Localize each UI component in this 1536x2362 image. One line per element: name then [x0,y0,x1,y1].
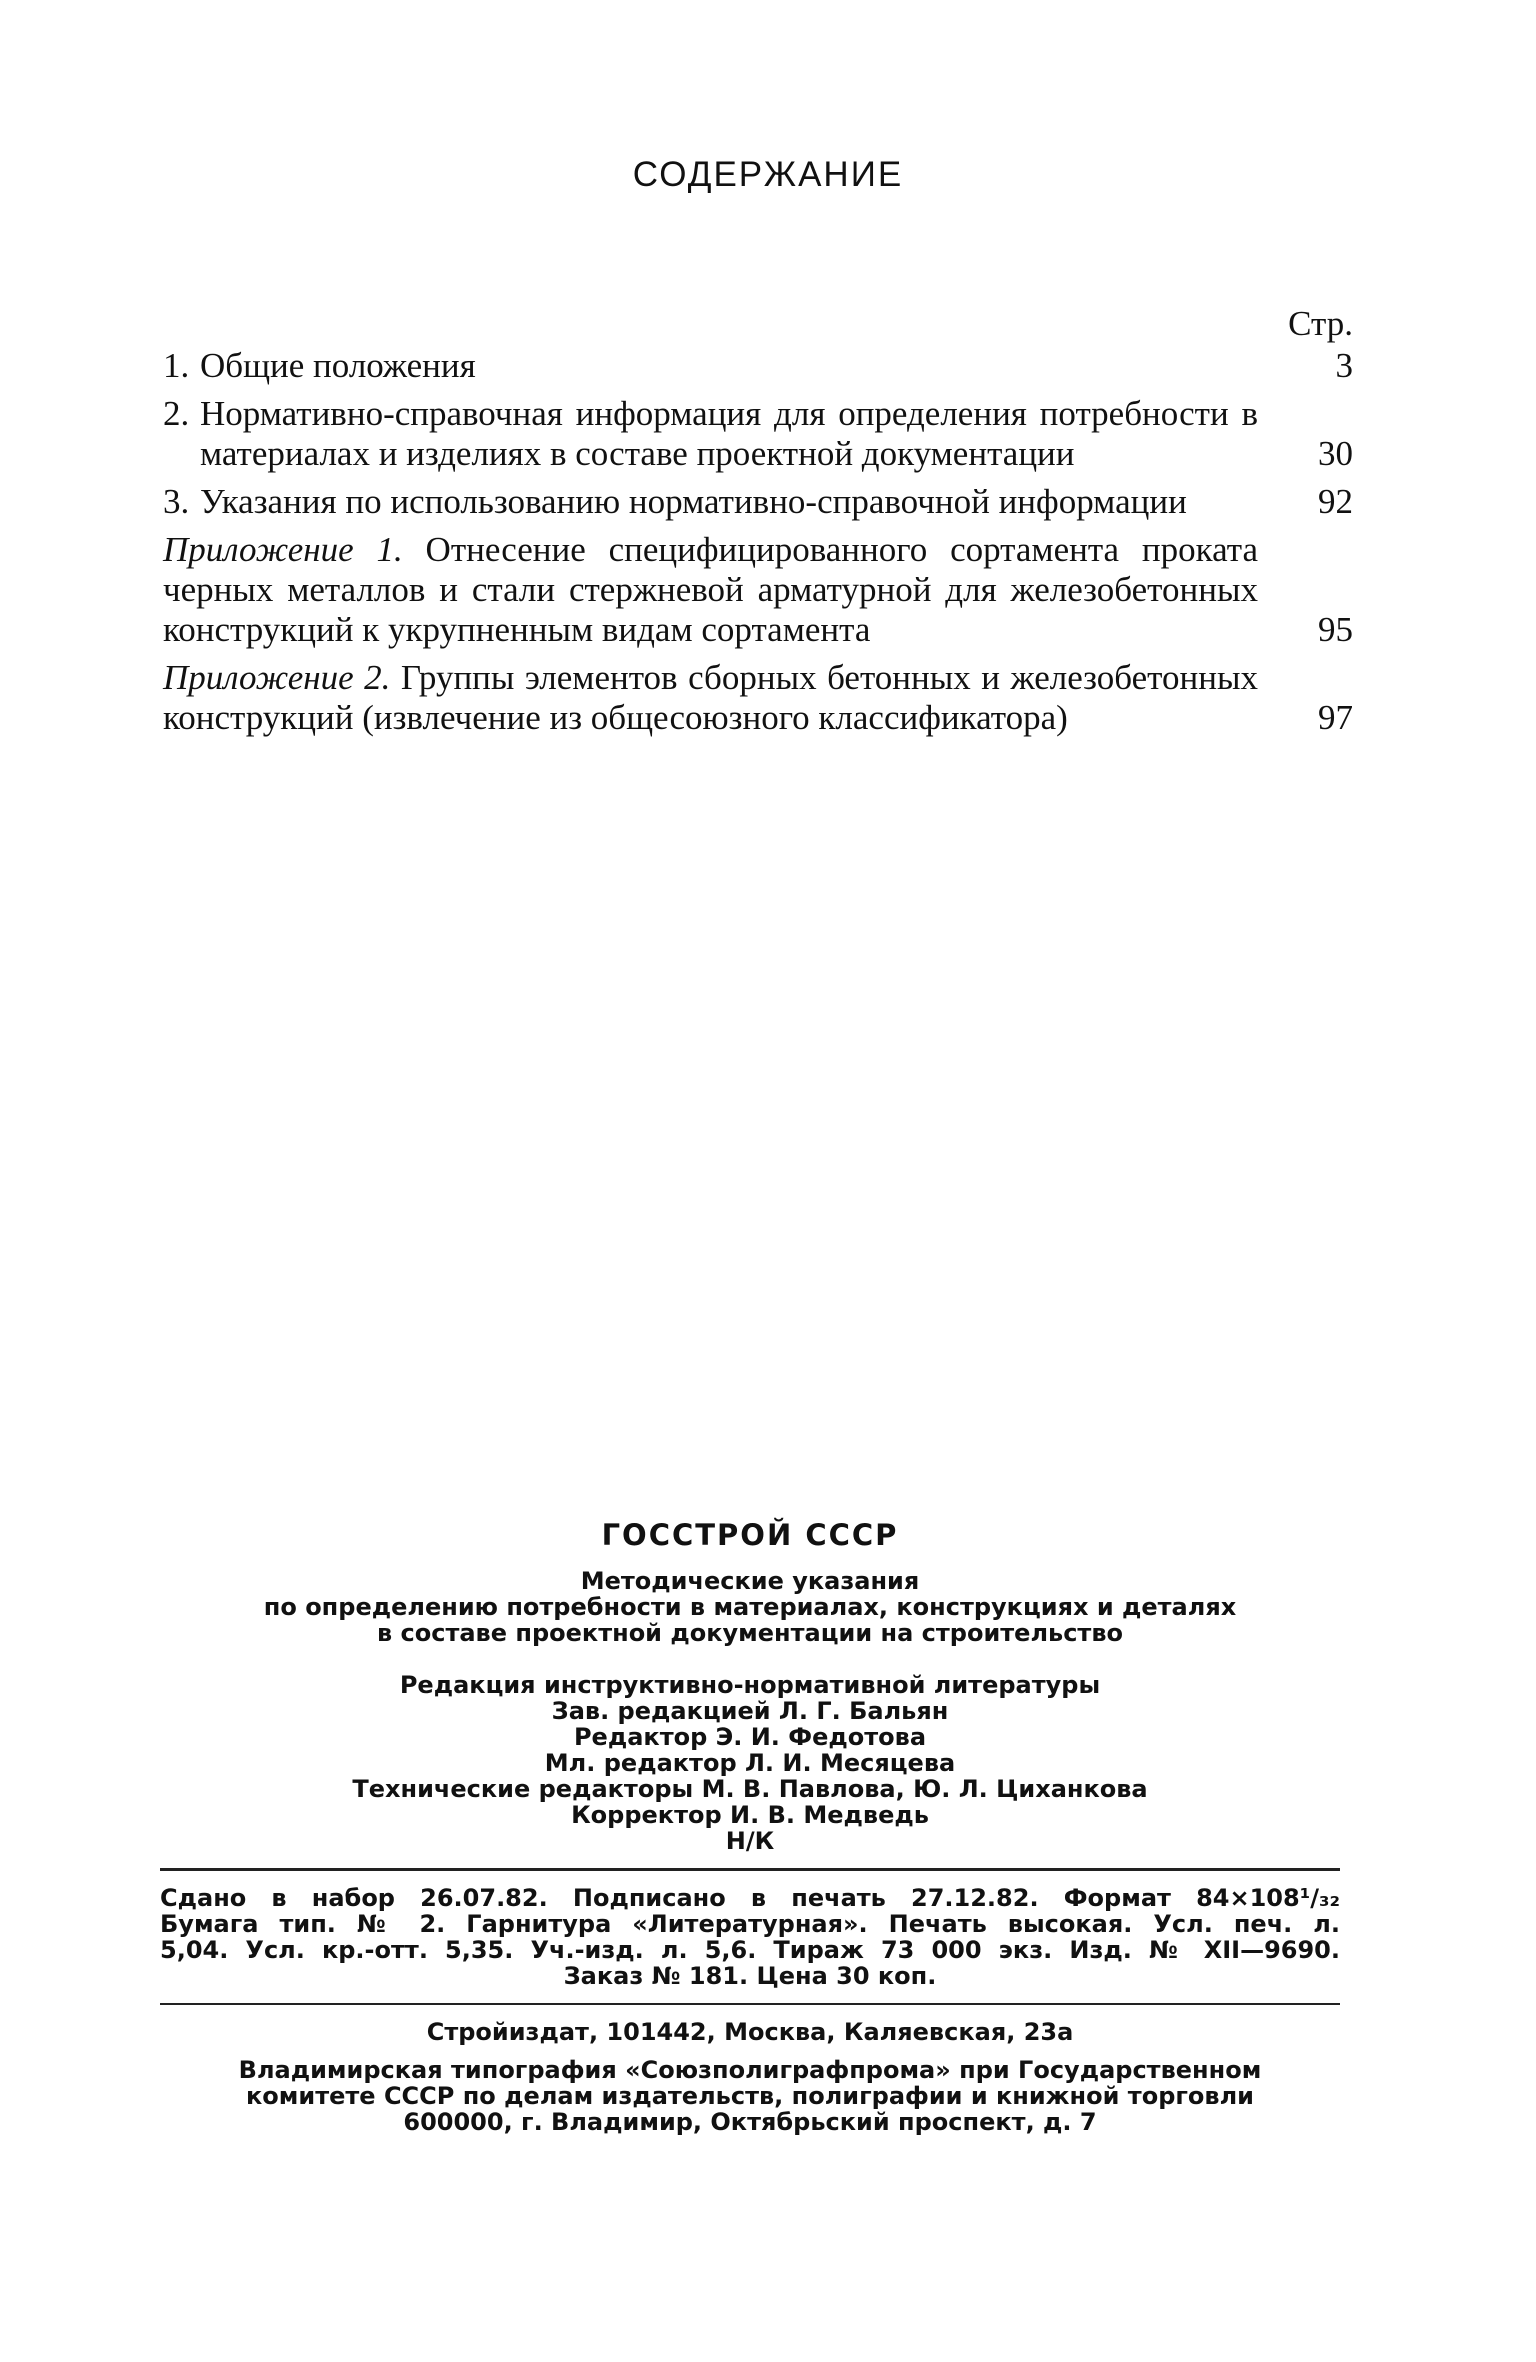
publisher-info [160,2019,1340,2135]
toc-entry-text: Общие положения [200,346,476,385]
print-detail-line: Заказ № 181. Цена 30 коп. [563,1962,937,1990]
credit-line: Зав. редакцией Л. Г. Бальян [551,1697,949,1725]
toc-entry [163,394,1353,474]
print-detail-line: Бумага тип. № 2. Гарнитура «Литературная». Печать высокая. Усл. печ. л. [160,1910,1340,1938]
credit-line: Технические редакторы М. В. Павлова, Ю. Л. Цихaнкова [352,1775,1148,1803]
book-title-line: в составе проектной документации на строительство [376,1619,1124,1647]
appendix-title: Группы элементов сборных бетонных и железобетонных конструкций (извлечение из общесоюзного классификатора) [163,658,1258,737]
credit-line: Мл. редактор Л. И. Месяцева [544,1749,956,1777]
toc-title: СОДЕРЖАНИЕ [632,155,904,194]
toc-entry-number: 2. [163,394,190,433]
credit-line: Редактор Э. И. Федотова [573,1723,927,1751]
toc-entry-number: 1. [163,346,190,385]
imprint-block [160,1518,1340,2136]
credits [160,1672,1340,1854]
table-of-contents [163,304,1353,746]
appendix-title: Отнесение специфицированного сортамента проката черных металлов и стали стержневой арматурной для железобетонных конструкций к укрупненным видам сортамента [163,530,1259,649]
page-column-header: Стр. [1288,304,1353,343]
toc-entry-text [163,530,1258,650]
print-details [160,1885,1340,1989]
organization-name: ГОССТРОЙ СССР [601,1518,899,1552]
toc-entry-page: 97 [1318,698,1353,737]
divider [160,1868,1340,1871]
toc-entry-text: Указания по использованию нормативно-справочной информации [200,482,1187,521]
publisher-line: 600000, г. Владимир, Октябрьский проспект, д. 7 [403,2108,1097,2136]
toc-entry [163,482,1353,522]
toc-entry [163,346,1353,386]
toc-entry [163,658,1353,738]
toc-entry [163,530,1353,650]
print-detail-line: 5,04. Усл. кр.-отт. 5,35. Уч.-изд. л. 5,6. Тираж 73 000 экз. Изд. № XII—9690. [160,1936,1340,1964]
book-title-line: Методические указания [580,1567,920,1595]
print-detail-line: Сдано в набор 26.07.82. Подписано в печать 27.12.82. Формат 84×108¹/₃₂ [160,1884,1340,1912]
toc-entry-text: Нормативно-справочная информация для определения потребности в материалах и изделиях в составе проектной документации [200,394,1258,473]
toc-entry-page: 30 [1318,434,1353,473]
publisher-line: комитете СССР по делам издательств, полиграфии и книжной торговли [246,2082,1254,2110]
toc-entry-page: 3 [1335,346,1353,385]
publisher-line: Владимирская типография «Союзполиграфпрома» при Государственном [238,2056,1262,2084]
toc-entry-text [163,658,1258,738]
credit-line: Редакция инструктивно-нормативной литературы [399,1671,1101,1699]
divider [160,2003,1340,2005]
toc-entry-page: 92 [1318,482,1353,521]
publisher-line: Стройиздат, 101442, Москва, Каляевская, 23а [426,2018,1074,2046]
credit-line: Корректор И. В. Медведь [571,1801,929,1829]
appendix-label: Приложение 2. [163,658,391,697]
toc-entry-number: 3. [163,482,190,521]
toc-entry-page: 95 [1318,610,1353,649]
credit-line: Н/К [725,1827,775,1855]
book-title-line: по определению потребности в материалах, конструкциях и деталях [263,1593,1237,1621]
appendix-label: Приложение 1. [163,530,403,569]
